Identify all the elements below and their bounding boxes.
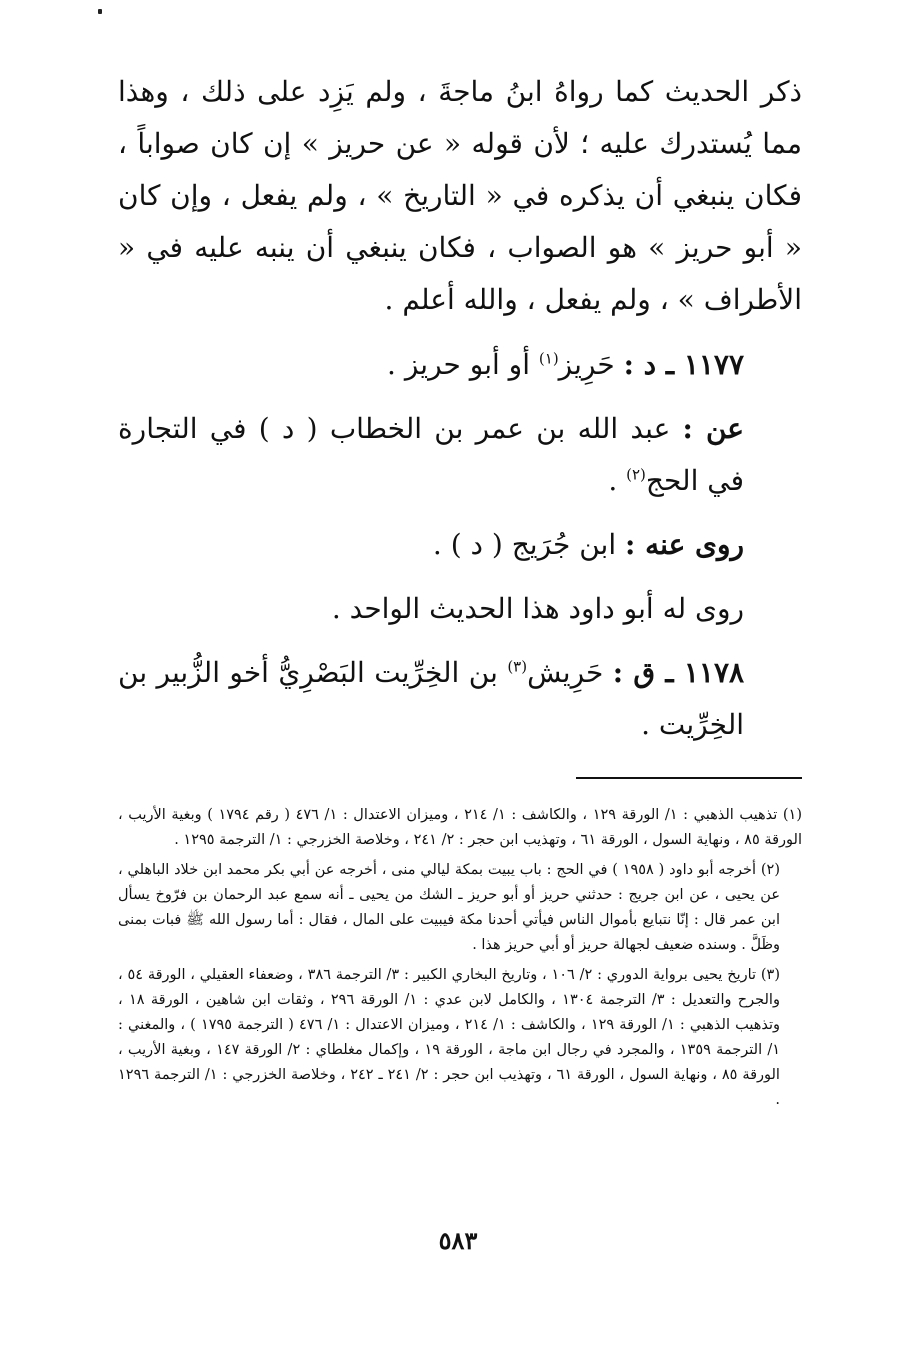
page-content — [118, 66, 802, 1118]
entry-number: ١١٧٨ ـ ق : — [612, 656, 745, 689]
entry-number: ١١٧٧ ـ د : — [623, 348, 744, 381]
footnote-text: تذهيب الذهبي : ١/ الورقة ١٢٩ ، والكاشف : ١/ ٢١٤ ، وميزان الاعتدال : ١/ ٤٧٦ ( رقم ١٧٩٤ ) وبغية الأريب ، الورقة ٨٥ ، ونهاية السول ، الورقة ٦١ ، وتهذيب ابن حجر : ٢/ ٢٤١ ، وخلاصة الخزرجي : ١/ الترجمة ١٢٩٥ . — [118, 807, 802, 848]
footnote-ref[interactable]: (٢) — [626, 465, 646, 484]
entry-1177-narrated-by — [118, 519, 802, 571]
narrated-text: ابن جُرَيج ( د ) . — [432, 528, 617, 561]
footnote-label: (٣) — [760, 967, 781, 983]
entry-1177-from — [118, 403, 802, 507]
footnote-2 — [118, 858, 802, 958]
entry-1177-narration-note: روى له أبو داود هذا الحديث الواحد . — [331, 592, 744, 625]
footnote-text: أخرجه أبو داود ( ١٩٥٨ ) في الحج : باب يبيت بمكة ليالي منى ، أخرجه عن أبي بكر محمد ابن خلاد الباهلي ، عن يحيى ، عن ابن جريج : حدثني حريز أو أبو حريز ـ الشك من يحيى ـ أنه سمع عبد الرحمان بن فرّوخ يسأل ابن عمر قال : إنّا نتبايع بأموال الناس فيأتي أحدنا مكة فيبيت على المال ، فقال : أما رسول الله ﷺ فبات بمنى وظَلَّ . وسنده ضعيف لجهالة حريز أو أبي حريز هذا . — [118, 862, 780, 953]
entry-name: حَرِيش — [527, 656, 604, 689]
entry-name: حَرِيز — [558, 348, 615, 381]
footnote-1 — [118, 803, 802, 853]
footnote-ref[interactable]: (٣) — [507, 657, 528, 676]
from-end: . — [608, 464, 618, 497]
footnote-text: تاريخ يحيى برواية الدوري : ٢/ ١٠٦ ، وتاريخ البخاري الكبير : ٣/ الترجمة ٣٨٦ ، وضعفاء العقيلي ، الورقة ٥٤ ، والجرح والتعديل : ٣/ الترجمة ١٣٠٤ ، والكامل لابن عدي : ١/ الورقة ٢٩٦ ، وثقات ابن شاهين ، الورقة ١٨ ، وتذهيب الذهبي : ١/ الورقة ١٢٩ ، والكاشف : ١/ ٢١٤ ، وميزان الاعتدال : ١/ ٤٧٦ ( الترجمة ١٧٩٥ ) ، والمغني : ١/ الترجمة ١٣٥٩ ، والمجرد في رجال ابن ماجة ، الورقة ١٩ ، وإكمال مغلطاي : ٢/ الورقة ١٤٧ ، وبغية الأريب ، الورقة ٨٥ ، ونهاية السول ، الورقة ٦١ ، وتهذيب ابن حجر : ٢/ ٢٤١ ـ ٢٤٢ ، وخلاصة الخزرجي : ١/ الترجمة ١٢٩٦ . — [118, 967, 781, 1108]
footnote-divider — [576, 777, 802, 779]
narrated-label: روى عنه : — [625, 528, 744, 561]
main-text — [118, 66, 802, 751]
footnote-label: (١) — [782, 807, 803, 823]
footnote-label: (٢) — [760, 862, 780, 878]
from-label: عن : — [682, 412, 744, 445]
footnotes — [118, 803, 802, 1113]
entry-1178-heading — [118, 647, 802, 751]
page-number: ٥٨٣ — [438, 1226, 478, 1255]
intro-paragraph: ذكر الحديث كما رواهُ ابنُ ماجةَ ، ولم يَزِد على ذلك ، وهذا مما يُستدرك عليه ؛ لأن قوله « عن حريز » إن كان صواباً ، فكان ينبغي أن يذكره في « التاريخ » ، ولم يفعل ، وإن كان « أبو حريز » هو الصواب ، فكان ينبغي أن ينبه عليه في « الأطراف » ، ولم يفعل ، والله أعلم . — [118, 75, 803, 316]
footnote-ref[interactable]: (١) — [538, 349, 559, 368]
from-text: عبد الله بن عمر بن الخطاب ( د ) في التجارة في الحج — [118, 412, 744, 497]
entry-rest: أو أبو حريز . — [387, 348, 530, 381]
entry-rest: بن الخِرِّيت البَصْرِيُّ أخو الزُّبير بن الخِرِّيت . — [118, 656, 744, 741]
entry-1177-heading — [118, 339, 802, 391]
footnote-3 — [118, 963, 802, 1113]
scan-mark — [98, 9, 102, 14]
